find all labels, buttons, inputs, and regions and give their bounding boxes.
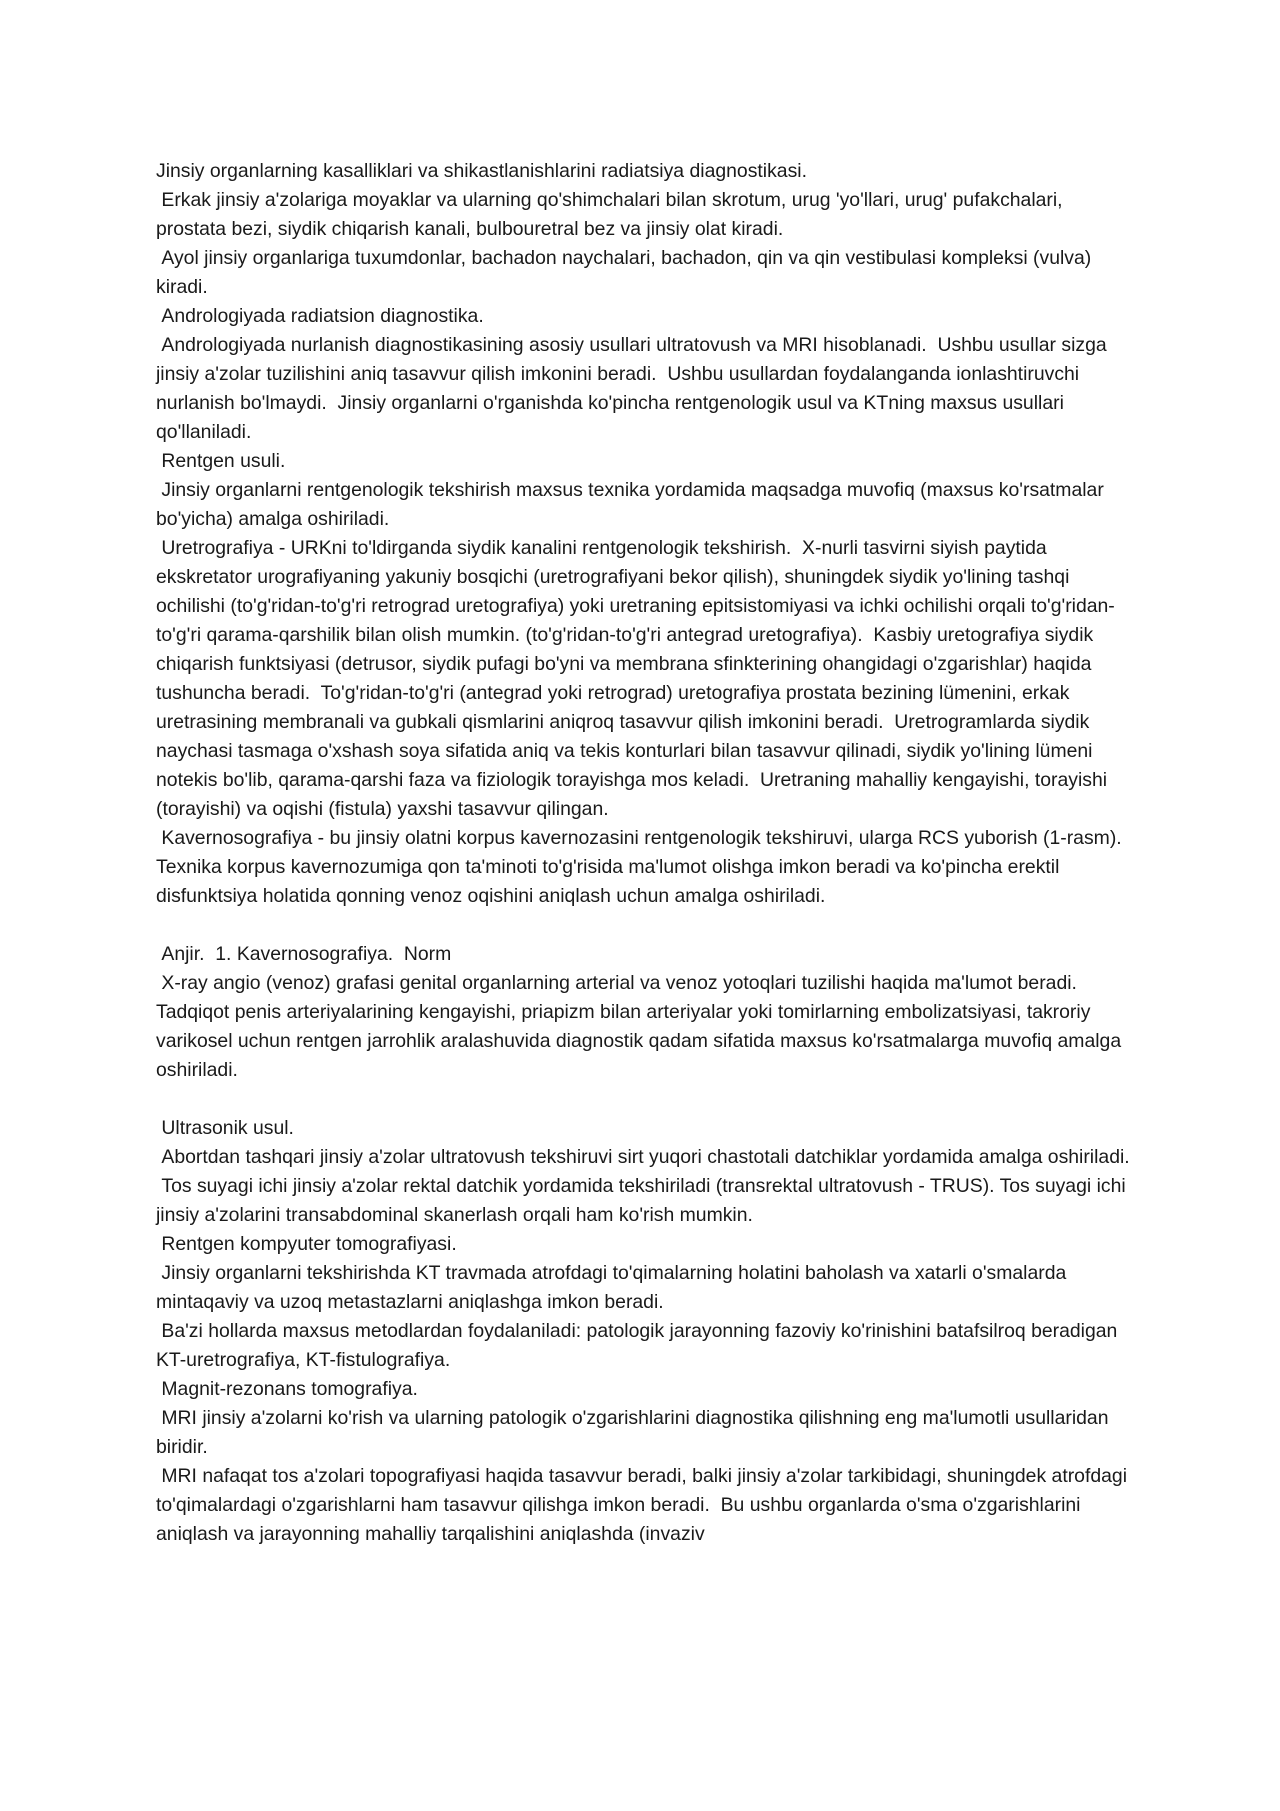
- paragraph-mri-informative: MRI jinsiy a'zolarni ko'rish va ularning patologik o'zgarishlarini diagnostika qilishning eng ma'lumotli usullaridan biridir.: [156, 1407, 1114, 1458]
- document-page: [156, 157, 1136, 1549]
- figure-caption: Anjir. 1. Kavernosografiya. Norm: [156, 943, 452, 965]
- blank-line: [156, 911, 1136, 940]
- paragraph-female-organs: Ayol jinsiy organlariga tuxumdonlar, bachadon naychalari, bachadon, qin va qin vestibulasi kompleksi (vulva) kiradi.: [156, 247, 1097, 298]
- paragraph-angiography: X-ray angio (venoz) grafasi genital organlarning arterial va venoz yotoqlari tuzilishi haqida ma'lumot beradi. Tadqiqot penis arteriyalarining kengayishi, priapizm bilan arteriyalar yoki tomirlarning embolizatsiyasi, takroriy varikosel uchun rentgen jarrohlik aralashuvida diagnostik qadam sifatida maxsus ko'rsatmalarga muvofiq amalga oshiriladi.: [156, 972, 1127, 1081]
- paragraph-urethrography: Uretrografiya - URKni to'ldirganda siydik kanalini rentgenologik tekshirish. X-nurli tasvirni siyish paytida ekskretator urografiyaning yakuniy bosqichi (uretrografiyani bekor qilish), shuningdek siydik yo'lining tashqi ochilishi (to'g'ridan-to'g'ri retrograd uretografiya) yoki uretraning epitsistomiyasi va ichki ochilishi orqali to'g'ridan-to'g'ri qarama-qarshilik bilan olish mumkin. (to'g'ridan-to'g'ri antegrad uretografiya). Kasbiy uretografiya siydik chiqarish funktsiyasi (detrusor, siydik pufagi bo'yni va membrana sfinkterining ohangidagi o'zgarishlar) haqida tushuncha beradi. To'g'ridan-to'g'ri (antegrad yoki retrograd) uretografiya prostata bezining lümenini, erkak uretrasining membranali va gubkali qismlarini aniqroq tasavvur qilish imkonini beradi. Uretrogramlarda siydik naychasi tasmaga o'xshash soya sifatida aniq va tekis konturlari bilan tasavvur qilinadi, siydik yo'lining lümeni notekis bo'lib, qarama-qarshi faza va fiziologik torayishga mos keladi. Uretraning mahalliy kengayishi, torayishi (torayishi) va oqishi (fistula) yaxshi tasavvur qilingan.: [156, 537, 1115, 820]
- section-heading-andrology: Andrologiyada radiatsion diagnostika.: [156, 305, 484, 327]
- document-title: Jinsiy organlarning kasalliklari va shikastlanishlarini radiatsiya diagnostikasi.: [156, 160, 807, 182]
- blank-line: [156, 1085, 1136, 1114]
- paragraph-ultrasound-pelvic: Tos suyagi ichi jinsiy a'zolar rektal datchik yordamida tekshiriladi (transrektal ultratovush - TRUS). Tos suyagi ichi jinsiy a'zolarini transabdominal skanerlash orqali ham ko'rish mumkin.: [156, 1175, 1132, 1226]
- paragraph-ultrasound-surface: Abortdan tashqari jinsiy a'zolar ultratovush tekshiruvi sirt yuqori chastotali datchiklar yordamida amalga oshiriladi.: [156, 1146, 1130, 1168]
- section-heading-xray: Rentgen usuli.: [156, 450, 286, 472]
- paragraph-xray-exam: Jinsiy organlarni rentgenologik tekshirish maxsus texnika yordamida maqsadga muvofiq (maxsus ko'rsatmalar bo'yicha) amalga oshiriladi.: [156, 479, 1110, 530]
- paragraph-mri-topography: MRI nafaqat tos a'zolari topografiyasi haqida tasavvur beradi, balki jinsiy a'zolar tarkibidagi, shuningdek atrofdagi to'qimalardagi o'zgarishlarni ham tasavvur qilishga imkon beradi. Bu ushbu organlarda o'sma o'zgarishlarini aniqlash va jarayonning mahalliy tarqalishini aniqlashda (invaziv: [156, 1465, 1133, 1545]
- paragraph-ct-trauma: Jinsiy organlarni tekshirishda KT travmada atrofdagi to'qimalarning holatini baholash va xatarli o'smalarda mintaqaviy va uzoq metastazlarni aniqlashga imkon beradi.: [156, 1262, 1072, 1313]
- paragraph-andrology-methods: Andrologiyada nurlanish diagnostikasining asosiy usullari ultratovush va MRI hisoblanadi. Ushbu usullar sizga jinsiy a'zolar tuzilishini aniq tasavvur qilish imkonini beradi. Ushbu usullardan foydalanganda ionlashtiruvchi nurlanish bo'lmaydi. Jinsiy organlarni o'rganishda ko'pincha rentgenologik usul va KTning maxsus usullari qo'llaniladi.: [156, 334, 1113, 443]
- section-heading-ct: Rentgen kompyuter tomografiyasi.: [156, 1233, 457, 1255]
- paragraph-male-organs: Erkak jinsiy a'zolariga moyaklar va ularning qo'shimchalari bilan skrotum, urug 'yo'llari, urug' pufakchalari, prostata bezi, siydik chiqarish kanali, bulbouretral bez va jinsiy olat kiradi.: [156, 189, 1068, 240]
- paragraph-cavernosography: Kavernosografiya - bu jinsiy olatni korpus kavernozasini rentgenologik tekshiruvi, ularga RCS yuborish (1-rasm). Texnika korpus kavernozumiga qon ta'minoti to'g'risida ma'lumot olishga imkon beradi va ko'pincha erektil disfunktsiya holatida qonning venoz oqishini aniqlash uchun amalga oshiriladi.: [156, 827, 1133, 907]
- paragraph-ct-methods: Ba'zi hollarda maxsus metodlardan foydalaniladi: patologik jarayonning fazoviy ko'rinishini batafsilroq beradigan KT-uretrografiya, KT-fistulografiya.: [156, 1320, 1123, 1371]
- section-heading-mri: Magnit-rezonans tomografiya.: [156, 1378, 418, 1400]
- section-heading-ultrasound: Ultrasonik usul.: [156, 1117, 294, 1139]
